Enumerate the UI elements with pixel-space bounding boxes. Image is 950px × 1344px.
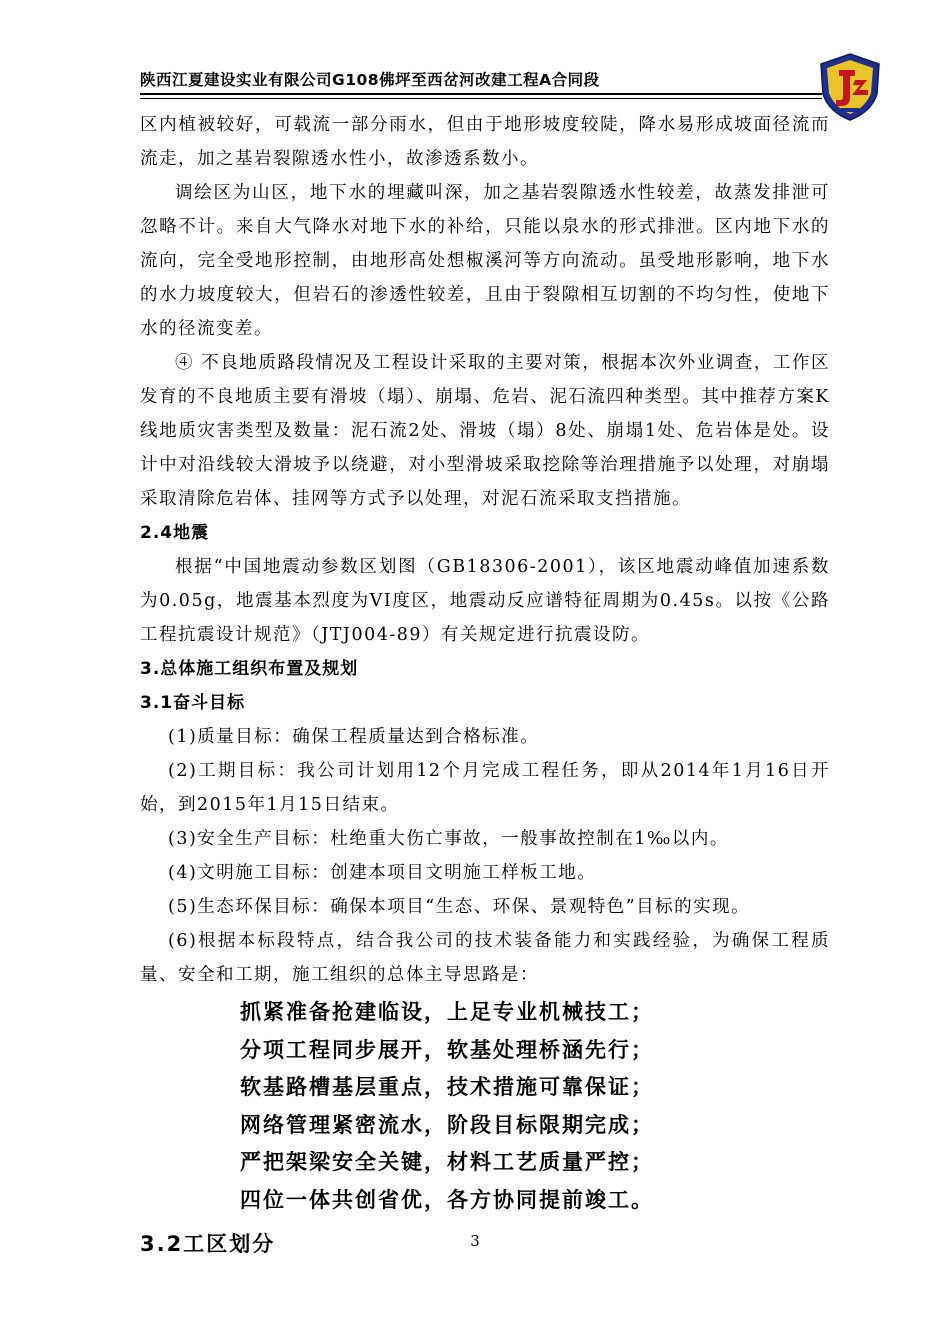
page-number: 3: [470, 1232, 480, 1250]
principle-line: 分项工程同步展开，软基处理桥涵先行；: [240, 1037, 654, 1062]
section-heading-2-4: 2.4地震: [140, 523, 210, 543]
goal-item: (2)工期目标：我公司计划用12个月完成工程任务，即从2014年1月16日开始，到2015年1月15日结束。: [140, 761, 830, 815]
header-rule-thick: [140, 93, 822, 95]
guiding-principles: [140, 994, 830, 1219]
goal-item: (4)文明施工目标：创建本项目文明施工样板工地。: [168, 863, 597, 883]
paragraph: 根据“中国地震动参数区划图（GB18306-2001），该区地震动峰值加速系数为0.05g，地震基本烈度为VI度区，地震动反应谱特征周期为0.45s。以按《公路工程抗震设计规范》（JTJ004-89）有关规定进行抗震设防。: [140, 557, 830, 645]
document-body: [140, 108, 830, 1265]
paragraph: 区内植被较好，可载流一部分雨水，但由于地形坡度较陡，降水易形成坡面径流而流走，加之基岩裂隙透水性小，故渗透系数小。: [140, 115, 830, 169]
principle-line: 抓紧准备抢建临设，上足专业机械技工；: [240, 1000, 654, 1024]
goal-item: (1)质量目标：确保工程质量达到合格标准。: [168, 727, 540, 747]
page-header: [140, 68, 810, 90]
paragraph: 调绘区为山区，地下水的埋藏叫深，加之基岩裂隙透水性较差，故蒸发排泄可忽略不计。来自大气降水对地下水的补给，只能以泉水的形式排泄。区内地下水的流向，完全受地形控制，由地形高处想椒溪河等方向流动。虽受地形影响，地下水的水力坡度较大，但岩石的渗透性较差，且由于裂隙相互切割的不均匀性，使地下水的径流变差。: [140, 183, 830, 339]
principle-line: 四位一体共创省优，各方协同提前竣工。: [240, 1187, 654, 1212]
section-heading-3-2: 3.2工区划分: [140, 1232, 276, 1256]
principle-line: 软基路槽基层重点，技术措施可靠保证；: [240, 1075, 654, 1099]
paragraph: ④ 不良地质路段情况及工程设计采取的主要对策，根据本次外业调查，工作区发育的不良地质主要有滑坡（塌）、崩塌、危岩、泥石流四种类型。其中推荐方案K线地质灾害类型及数量：泥石流2处、滑坡（塌）8处、崩塌1处、危岩体是处。设计中对沿线较大滑坡予以绕避，对小型滑坡采取挖除等治理措施予以处理，对崩塌采取清除危岩体、挂网等方式予以处理，对泥石流采取支挡措施。: [140, 353, 830, 509]
principle-line: 严把架梁安全关键，材料工艺质量严控；: [240, 1150, 654, 1174]
goal-item: (3)安全生产目标：杜绝重大伤亡事故，一般事故控制在1‰以内。: [168, 829, 729, 849]
goal-item: (6)根据本标段特点，结合我公司的技术装备能力和实践经验，为确保工程质量、安全和工期，施工组织的总体主导思路是：: [140, 931, 830, 985]
principle-line: 网络管理紧密流水，阶段目标限期完成；: [240, 1112, 654, 1137]
header-rule-thin: [140, 98, 822, 99]
header-title: 陕西江夏建设实业有限公司G108佛坪至西岔河改建工程A合同段: [140, 71, 600, 89]
goal-item: (5)生态环保目标：确保本项目“生态、环保、景观特色”目标的实现。: [168, 897, 751, 917]
section-heading-3-1: 3.1奋斗目标: [140, 693, 246, 713]
section-heading-3: 3.总体施工组织布置及规划: [140, 659, 359, 679]
